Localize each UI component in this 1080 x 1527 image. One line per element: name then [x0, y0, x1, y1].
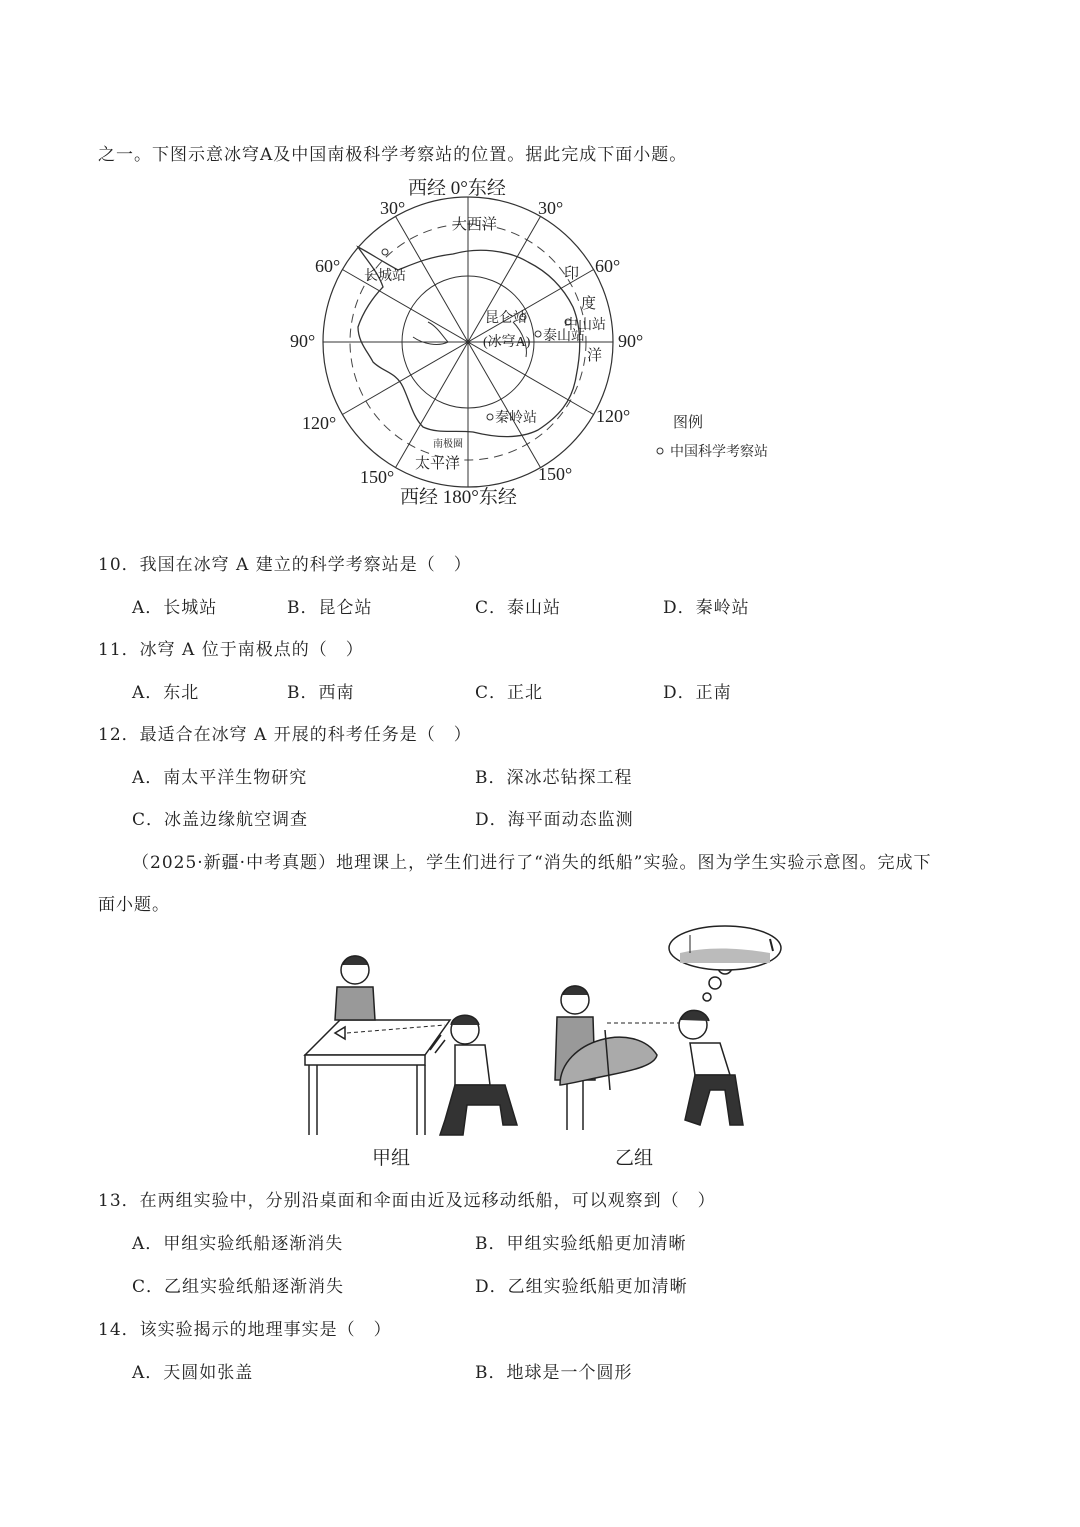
legend-title: 图例: [673, 415, 704, 431]
q12-option-c[interactable]: C．冰盖边缘航空调查: [132, 810, 309, 830]
map-bottom-label: 西经 180°东经: [400, 487, 517, 508]
q11-option-c[interactable]: C．正北: [475, 683, 544, 703]
q13-stem: 13．在两组实验中，分别沿桌面和伞面由近及远移动纸船，可以观察到（ ）: [98, 1191, 716, 1211]
q13-option-a[interactable]: A．甲组实验纸船逐渐消失: [132, 1234, 344, 1254]
q13-option-d[interactable]: D．乙组实验纸船更加清晰: [475, 1277, 688, 1297]
q10-option-a[interactable]: A．长城站: [132, 598, 218, 618]
changcheng-label: 长城站: [364, 269, 406, 284]
indian-label-2: 度: [581, 296, 597, 312]
experiment-figure: [295, 925, 795, 1170]
group-b-illustration: [555, 926, 781, 1130]
q10-option-b[interactable]: B．昆仑站: [287, 598, 373, 618]
qinling-station-icon: [487, 414, 493, 420]
map-top-label: 西经 0°东经: [408, 178, 506, 199]
context-paragraph-line2: 面小题。: [98, 895, 170, 915]
q10-option-c[interactable]: C．泰山站: [475, 598, 562, 618]
q10-option-d[interactable]: D．秦岭站: [663, 598, 750, 618]
q11-option-d[interactable]: D．正南: [663, 683, 732, 703]
deg-30-e: 30°: [538, 198, 564, 218]
q14-option-b[interactable]: B．地球是一个圆形: [475, 1363, 633, 1383]
deg-30-w: 30°: [380, 198, 406, 218]
qinling-label: 秦岭站: [495, 411, 537, 426]
changcheng-station-icon: [382, 249, 388, 255]
deg-60-w: 60°: [315, 256, 341, 276]
q13-option-b[interactable]: B．甲组实验纸船更加清晰: [475, 1234, 687, 1254]
deg-150-e: 150°: [538, 464, 573, 484]
q12-option-b[interactable]: B．深冰芯钻探工程: [475, 768, 633, 788]
group-a-label: 甲组: [372, 1148, 411, 1169]
antarctic-circle-label: 南极圈: [433, 439, 463, 450]
q11-option-b[interactable]: B．西南: [287, 683, 355, 703]
deg-150-w: 150°: [360, 467, 395, 487]
zhongshan-label: 中山站: [564, 318, 606, 333]
q12-stem: 12．最适合在冰穹 A 开展的科考任务是（ ）: [98, 725, 472, 745]
deg-90-w: 90°: [290, 331, 316, 351]
q11-option-a[interactable]: A．东北: [132, 683, 200, 703]
atlantic-label: 大西洋: [452, 217, 498, 233]
deg-120-e: 120°: [596, 406, 631, 426]
context-paragraph-line1: （2025·新疆·中考真题）地理课上，学生们进行了“消失的纸船”实验。图为学生实验示意图。完成下: [132, 853, 932, 873]
group-a-illustration: [305, 956, 517, 1135]
q12-option-d[interactable]: D．海平面动态监测: [475, 810, 634, 830]
q12-option-a[interactable]: A．南太平洋生物研究: [132, 768, 308, 788]
deg-90-e: 90°: [618, 331, 644, 351]
q14-option-a[interactable]: A．天圆如张盖: [132, 1363, 254, 1383]
legend-item: 中国科学考察站: [670, 445, 768, 460]
legend-station-icon: [657, 448, 663, 454]
q13-option-c[interactable]: C．乙组实验纸船逐渐消失: [132, 1277, 345, 1297]
pacific-label: 太平洋: [415, 456, 461, 472]
taishan-station-icon: [535, 331, 541, 337]
q10-stem: 10．我国在冰穹 A 建立的科学考察站是（ ）: [98, 555, 472, 575]
indian-label-3: 洋: [587, 348, 603, 364]
indian-label-1: 印: [564, 266, 580, 282]
group-b-label: 乙组: [615, 1148, 654, 1169]
deg-120-w: 120°: [302, 413, 337, 433]
intro-text: 之一。下图示意冰穹A及中国南极科学考察站的位置。据此完成下面小题。: [98, 145, 688, 165]
antarctica-map: [280, 170, 810, 515]
taishan-label: 泰山站: [543, 329, 585, 344]
kunlun-label: 昆仑站: [485, 311, 527, 326]
q14-stem: 14．该实验揭示的地理事实是（ ）: [98, 1320, 392, 1340]
dome-a-label: (冰穹A): [483, 335, 531, 350]
deg-60-e: 60°: [595, 256, 621, 276]
q11-stem: 11．冰穹 A 位于南极点的（ ）: [98, 640, 364, 660]
